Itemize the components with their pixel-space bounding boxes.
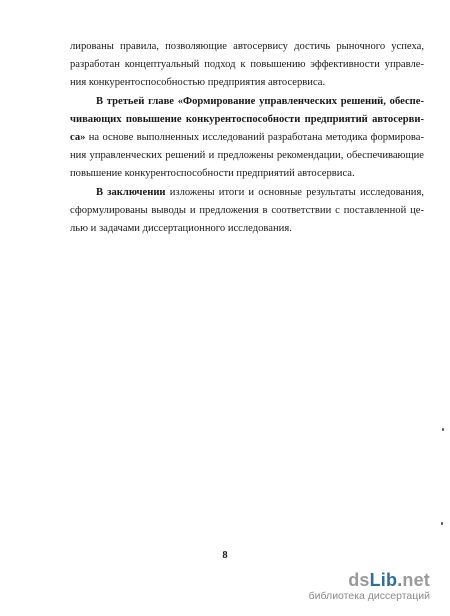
text-line [70, 111, 424, 129]
watermark-logo: dsLib.net [348, 570, 430, 590]
text-line [70, 93, 424, 111]
scan-speck [442, 428, 444, 431]
page-number: 8 [222, 550, 228, 561]
watermark[interactable] [309, 570, 430, 602]
scan-speck [441, 522, 443, 525]
text-line: ния конкурентоспособностью предприятия автосервиса. [70, 77, 326, 89]
section-label: В заключении [96, 186, 166, 198]
text-line: В заключении изложены итоги и основные результаты исследования, [96, 186, 424, 198]
chapter-title: чивающих повышение конкурентоспособности предприятий автосерви- [70, 113, 424, 125]
text-line: лью и задачами диссертационного исследования. [70, 223, 292, 235]
text-line: сформулированы выводы и предложения в соответствии с поставленной це- [70, 204, 424, 216]
text-line: са» на основе выполненных исследований разработана методика формирова- [70, 132, 424, 144]
text-line: повышение конкурентоспособности предприятий автосервиса. [70, 168, 355, 180]
chapter-title: са» [70, 132, 86, 144]
watermark-caption: библиотека диссертаций [308, 590, 430, 602]
body-text [70, 38, 424, 238]
text-line: разработан концептуальный подход к повышению эффективности управле- [70, 59, 424, 71]
chapter-title: В третьей главе «Формирование управленческих решений, обеспе- [96, 95, 424, 107]
text-line: ния управленческих решений и предложены рекомендации, обеспечивающие [70, 150, 424, 162]
text-line: лированы правила, позволяющие автосервису достичь рыночного успеха, [70, 41, 424, 52]
